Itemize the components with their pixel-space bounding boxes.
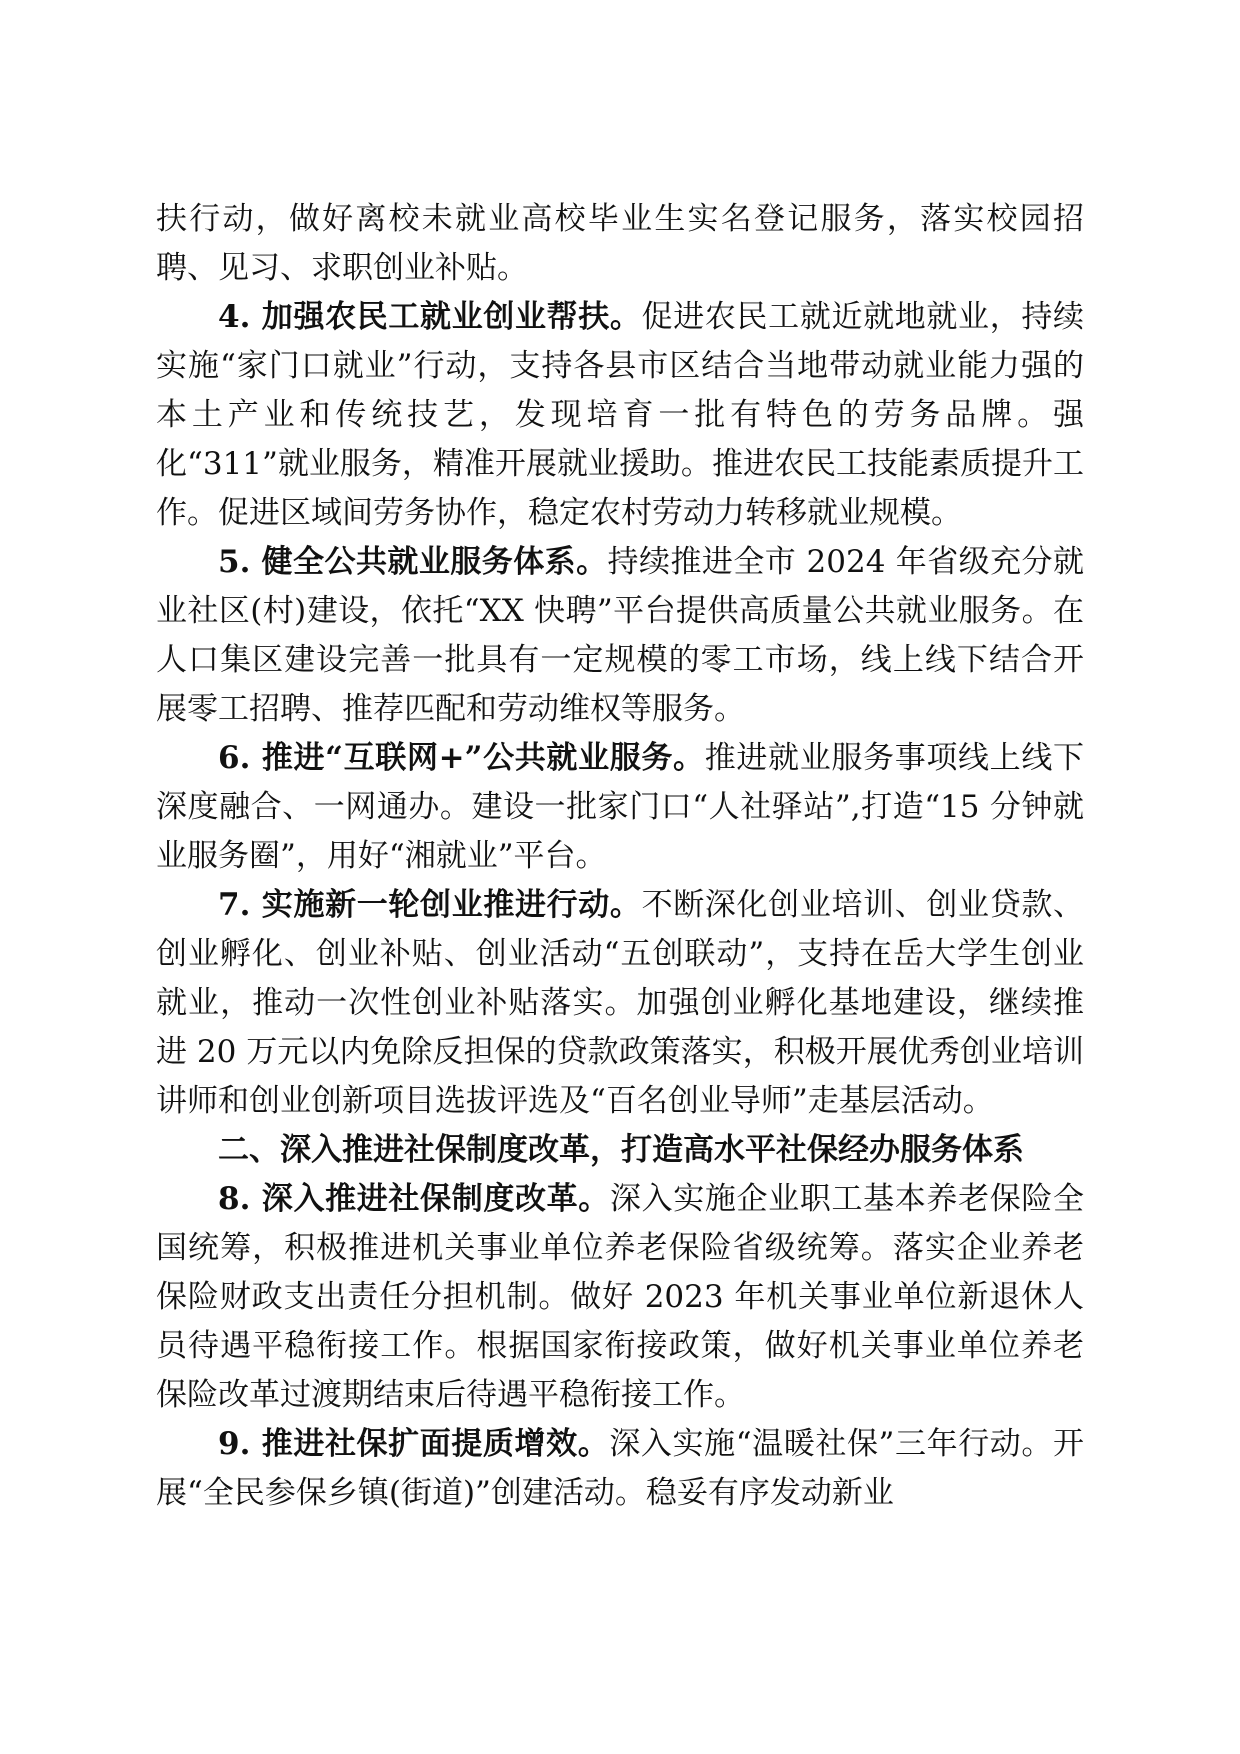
paragraph-text: 持续推进全市 2024 年省级充分就业社区(村)建设，依托“XX 快聘”平台提供高质量公共就业服务。在人口集区建设完善一批具有一定规模的零工市场，线上线下结合开展零工招聘、推荐匹配和劳动维权等服务。	[156, 544, 1084, 727]
paragraph-continuation	[156, 195, 1084, 293]
paragraph-text: 不断深化创业培训、创业贷款、创业孵化、创业补贴、创业活动“五创联动”，支持在岳大学生创业就业，推动一次性创业补贴落实。加强创业孵化基地建设，继续推进 20 万元以内免除反担保的贷款政策落实，积极开展优秀创业培训讲师和创业创新项目选拔评选及“百名创业导师”走基层活动。	[156, 887, 1084, 1119]
paragraph-text: 扶行动，做好离校未就业高校毕业生实名登记服务，落实校园招聘、见习、求职创业补贴。	[156, 201, 1084, 286]
paragraph-heading: 5. 健全公共就业服务体系。	[218, 544, 608, 580]
paragraph-item-4	[156, 293, 1084, 538]
paragraph-heading: 6. 推进“互联网+”公共就业服务。	[218, 740, 705, 776]
paragraph-heading: 7. 实施新一轮创业推进行动。	[218, 887, 642, 923]
paragraph-heading: 4. 加强农民工就业创业帮扶。	[218, 299, 642, 335]
paragraph-text: 推进就业服务事项线上线下深度融合、一网通办。建设一批家门口“人社驿站”,打造“15 分钟就业服务圈”，用好“湘就业”平台。	[156, 740, 1084, 874]
paragraph-text: 深入实施“温暖社保”三年行动。开展“全民参保乡镇(街道)”创建活动。稳妥有序发动新业	[156, 1426, 1084, 1511]
paragraph-text: 深入实施企业职工基本养老保险全国统筹，积极推进机关事业单位养老保险省级统筹。落实企业养老保险财政支出责任分担机制。做好 2023 年机关事业单位新退休人员待遇平稳衔接工作。根据国家衔接政策，做好机关事业单位养老保险改革过渡期结束后待遇平稳衔接工作。	[156, 1181, 1085, 1413]
paragraph-heading: 9. 推进社保扩面提质增效。	[218, 1426, 610, 1462]
section-heading-2	[156, 1126, 1084, 1175]
paragraph-heading: 8. 深入推进社保制度改革。	[218, 1181, 610, 1217]
document-body	[156, 195, 1084, 1518]
section-heading-text: 二、深入推进社保制度改革，打造高水平社保经办服务体系	[218, 1132, 1024, 1168]
paragraph-item-8	[156, 1175, 1084, 1420]
paragraph-item-6	[156, 734, 1084, 881]
paragraph-text: 促进农民工就近就地就业，持续实施“家门口就业”行动，支持各县市区结合当地带动就业能力强的本土产业和传统技艺，发现培育一批有特色的劳务品牌。强化“311”就业服务，精准开展就业援助。推进农民工技能素质提升工作。促进区域间劳务协作，稳定农村劳动力转移就业规模。	[156, 299, 1084, 531]
paragraph-item-7	[156, 881, 1084, 1126]
paragraph-item-9	[156, 1420, 1084, 1518]
paragraph-item-5	[156, 538, 1084, 734]
